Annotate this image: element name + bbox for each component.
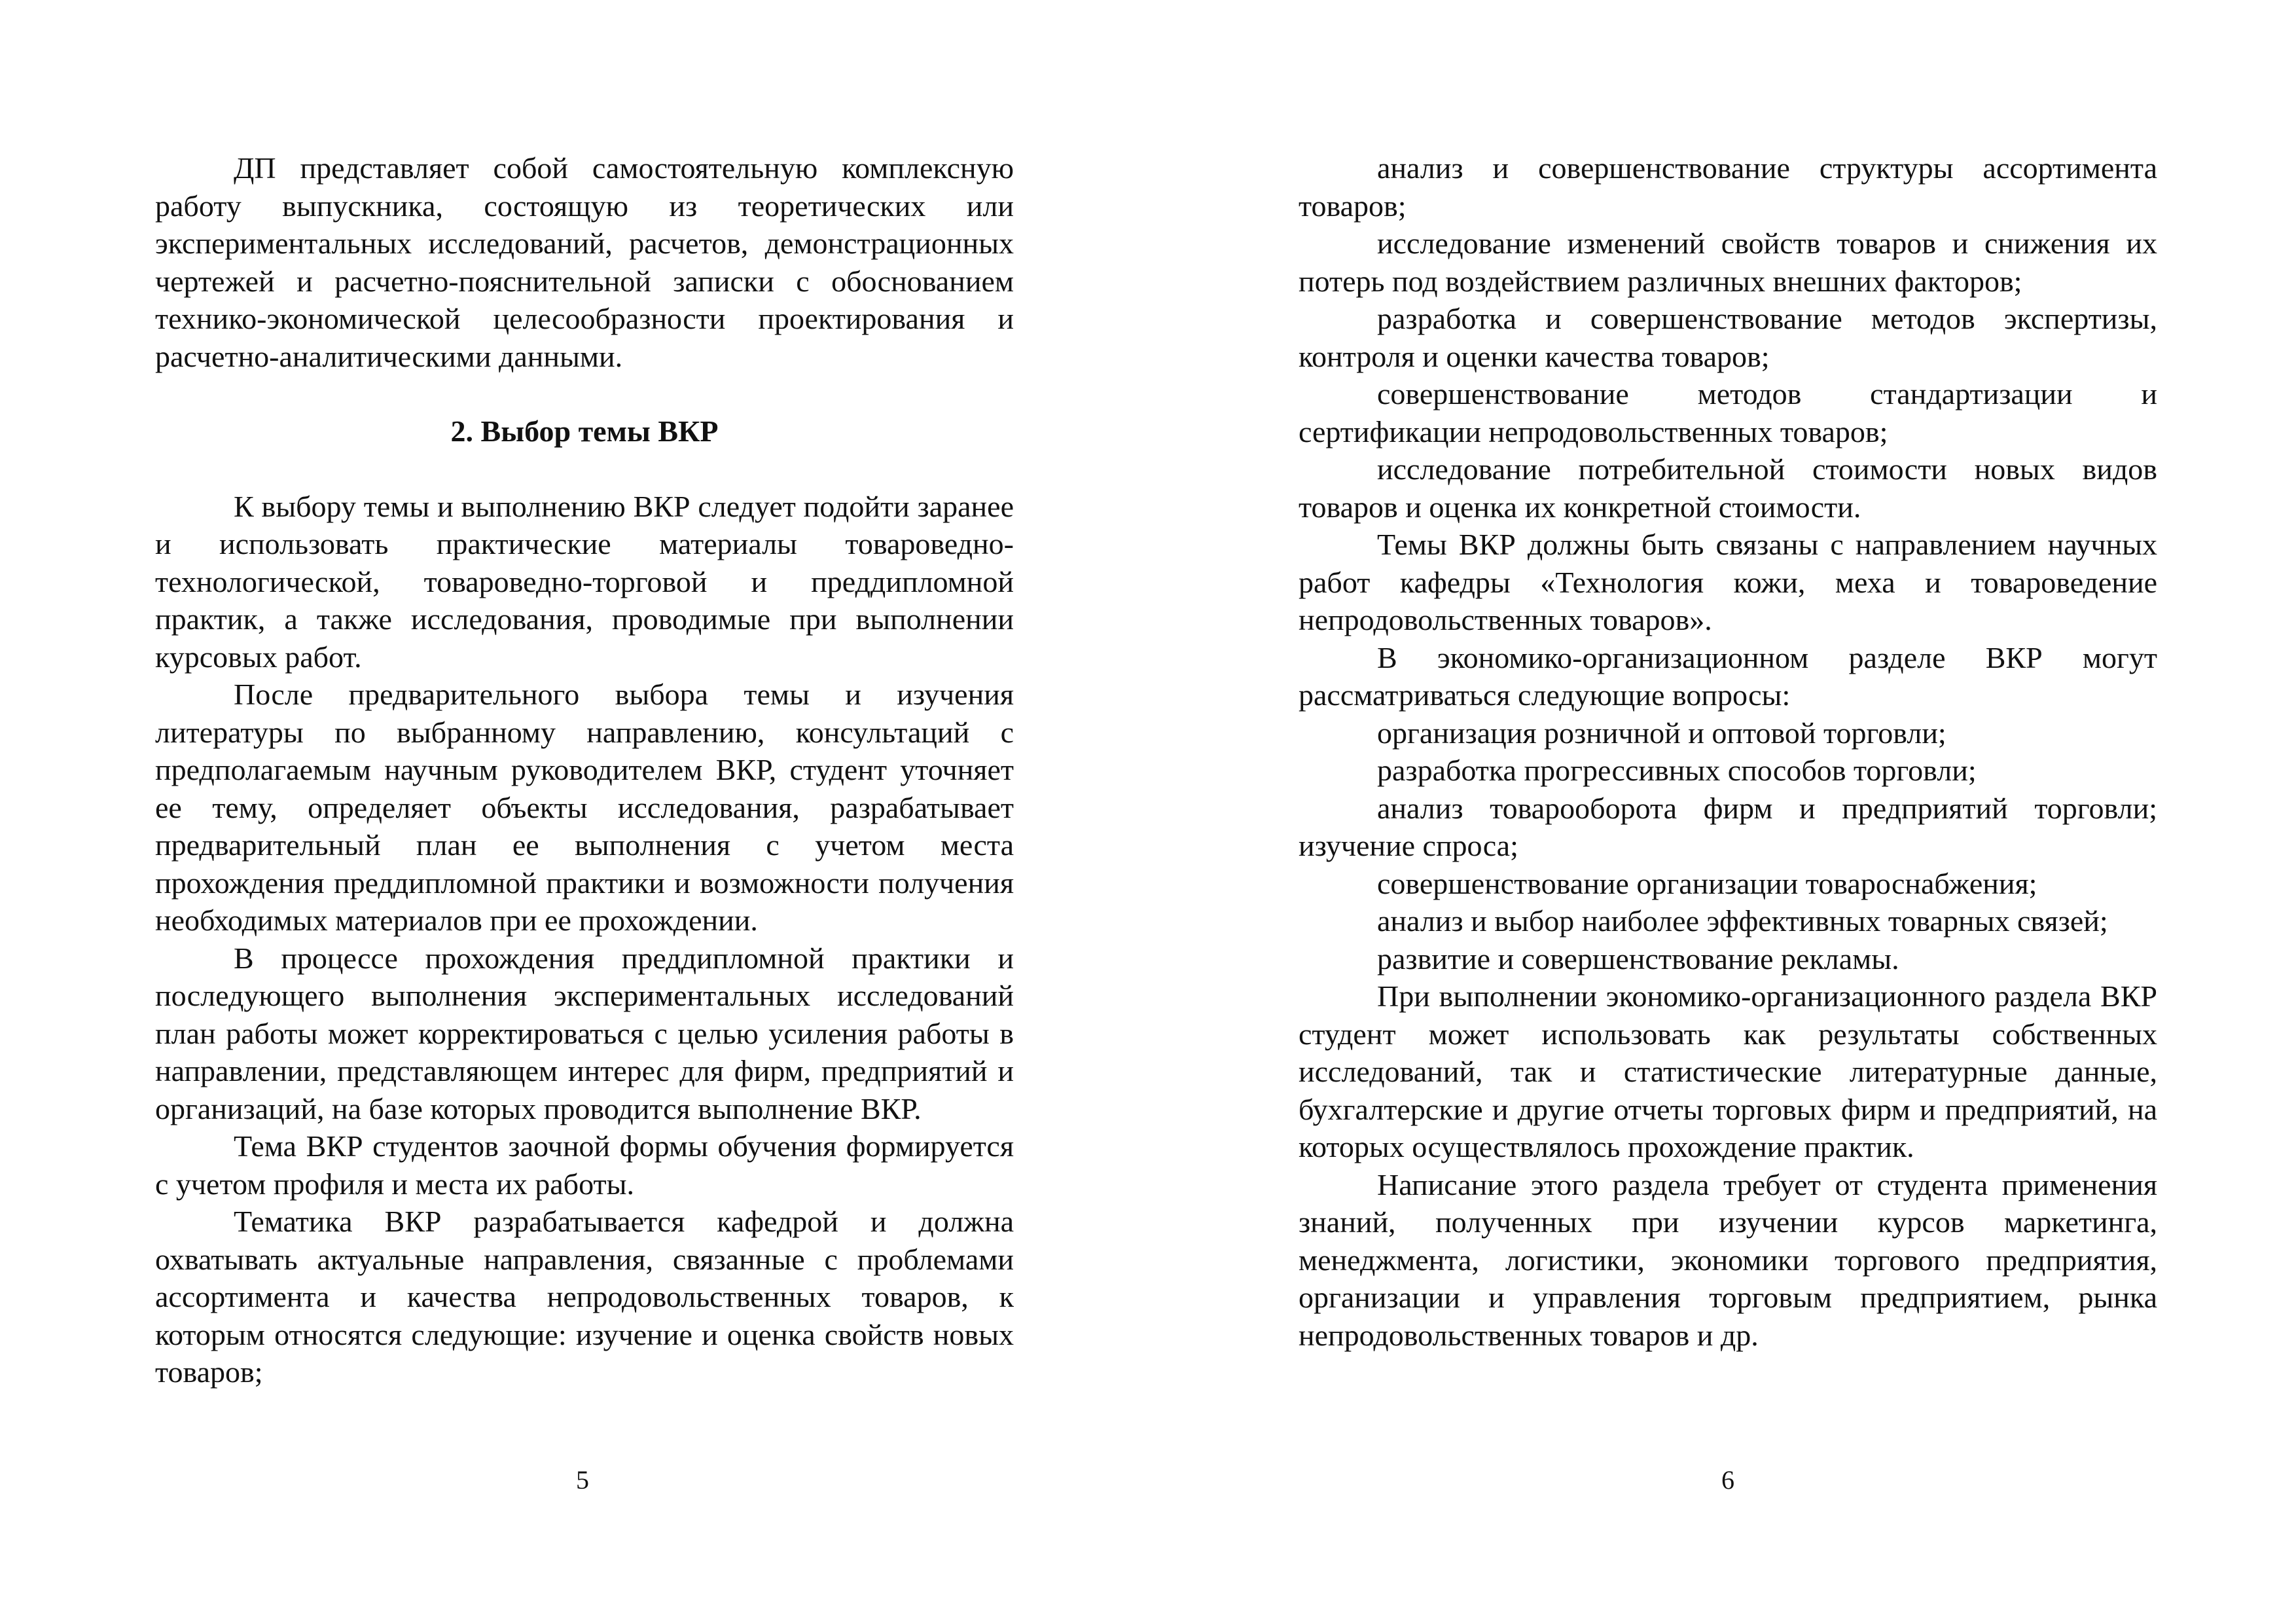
right-paragraph: совершенствование организации товароснабжения; bbox=[1377, 866, 2037, 900]
right-paragraph: анализ товарооборота фирм и предприятий торговли; изучение спроса; bbox=[1299, 791, 2157, 862]
right-paragraph: разработка и совершенствование методов экспертизы, контроля и оценки качества товаров; bbox=[1299, 302, 2157, 373]
right-page bbox=[1299, 149, 2157, 1354]
intro-paragraph: ДП представляет собой самостоятельную комплексную работу выпускника, состоящую из теоретических или экспериментальных исследований, расчетов, демонстрационных чертежей и расчетно-пояснительной записки с обоснованием технико-экономической целесообразности проектирования и расчетно-аналитическими данными. bbox=[155, 151, 1014, 373]
section-heading: 2. Выбор темы ВКР bbox=[450, 414, 719, 448]
right-paragraph: анализ и выбор наиболее эффективных товарных связей; bbox=[1377, 904, 2108, 938]
left-paragraph: Тема ВКР студентов заочной формы обучения формируется с учетом профиля и места их работы. bbox=[155, 1129, 1014, 1201]
left-paragraph: Тематика ВКР разрабатывается кафедрой и должна охватывать актуальные направления, связанные с проблемами ассортимента и качества непродовольственных товаров, к которым относятся следующие: изучение и оценка свойств новых товаров; bbox=[155, 1205, 1014, 1389]
right-paragraph: анализ и совершенствование структуры ассортимента товаров; bbox=[1299, 151, 2157, 223]
right-paragraph: разработка прогрессивных способов торговли; bbox=[1377, 754, 1977, 787]
right-paragraph: Темы ВКР должны быть связаны с направлением научных работ кафедры «Технология кожи, меха и товароведение непродовольственных товаров». bbox=[1299, 528, 2157, 636]
page-number-right: 6 bbox=[1721, 1465, 1734, 1495]
right-paragraph: развитие и совершенствование рекламы. bbox=[1377, 941, 1899, 976]
right-paragraph: При выполнении экономико-организационного раздела ВКР студент может использовать как результаты собственных исследований, так и статистические литературные данные, бухгалтерские и другие отчеты торговых фирм и предприятий, на которых осуществлялось прохождение практик. bbox=[1299, 979, 2157, 1163]
page-number-left: 5 bbox=[576, 1465, 589, 1495]
right-paragraph: исследование изменений свойств товаров и снижения их потерь под воздействием различных внешних факторов; bbox=[1299, 227, 2157, 298]
right-paragraph: Написание этого раздела требует от студента применения знаний, полученных при изучении курсов маркетинга, менеджмента, логистики, экономики торгового предприятия, организации и управления торговым предприятием, рынка непродовольственных товаров и др. bbox=[1299, 1167, 2157, 1352]
left-paragraph: В процессе прохождения преддипломной практики и последующего выполнения экспериментальных исследований план работы может корректироваться с целью усиления работы в направлении, представляющем интерес для фирм, предприятий и организаций, на базе которых проводится выполнение ВКР. bbox=[155, 941, 1014, 1125]
left-page bbox=[155, 149, 1014, 1391]
right-paragraph: организация розничной и оптовой торговли; bbox=[1377, 716, 1946, 750]
left-paragraph: К выбору темы и выполнению ВКР следует подойти заранее и использовать практические материалы товароведно-технологической, товароведно-торговой и преддипломной практик, а также исследования, проводимые при выполнении курсовых работ. bbox=[155, 489, 1014, 674]
right-paragraph: исследование потребительной стоимости новых видов товаров и оценка их конкретной стоимости. bbox=[1299, 452, 2157, 524]
left-paragraph: После предварительного выбора темы и изучения литературы по выбранному направлению, консультаций с предполагаемым научным руководителем ВКР, студент уточняет ее тему, определяет объекты исследования, разрабатывает предварительный план ее выполнения с учетом места прохождения преддипломной практики и возможности получения необходимых материалов при ее прохождении. bbox=[155, 678, 1014, 937]
right-paragraph: В экономико-организационном разделе ВКР могут рассматриваться следующие вопросы: bbox=[1299, 640, 2157, 712]
right-paragraph: совершенствование методов стандартизации и сертификации непродовольственных товаров; bbox=[1299, 377, 2157, 448]
